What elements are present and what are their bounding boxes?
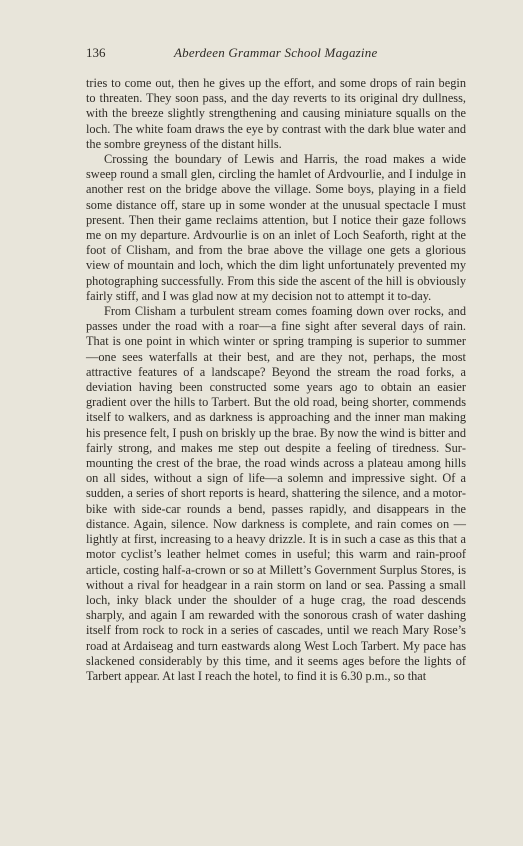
body-text	[86, 76, 466, 684]
page-header	[86, 44, 466, 62]
paragraph-3: From Clisham a turbulent stream comes foaming down over rocks, and passes under the road with a roar—a fine sight after several days of rain. That is one point in which winter or spring tramping is superior to summer—one sees waterfalls at their best, and are they not, perhaps, the most attractive features of a landscape? Beyond the stream the road forks, a deviation having been constructed some years ago to obtain an easier gradient over the hills to Tarbert. But the old road, being shorter, commends itself to walkers, and as darkness is approaching and the inner man making his presence felt, I push on briskly up the brae. By now the wind is bitter and fairly strong, and makes me step out despite a feeling of tiredness. Surmounting the crest of the brae, the road winds across a plateau among hills on all sides, without a sign of life—a solemn and impressive sight. Of a sudden, a series of short reports is heard, shattering the silence, and a motor-bike with side-car rounds a bend, passes rapidly, and disappears in the distance. Again, silence. Now darkness is complete, and rain comes on —lightly at first, increasing to a heavy drizzle. It is in such a case as this that a motor cyclist’s leather helmet comes in useful; this warm and rain-proof article, costing half-a-crown or so at Millett’s Government Surplus Stores, is without a rival for headgear in a rain storm on land or sea. Passing a small loch, inky black under the shoulder of a huge crag, the road descends sharply, and again I am rewarded with the sonorous crash of water dashing itself from rock to rock in a series of cascades, until we reach Mary Rose’s road at Ardaiseag and turn eastwards along West Loch Tarbert. My pace has slackened considerably by this time, and it seems ages before the lights of Tarbert appear. At last I reach the hotel, to find it is 6.30 p.m., so that	[86, 304, 466, 683]
paragraph-1: tries to come out, then he gives up the effort, and some drops of rain begin to threaten. They soon pass, and the day reverts to its original dry dullness, with the breeze slightly strengthening and causing miniature squalls on the loch. The white foam draws the eye by contrast with the dark blue water and the sombre greyness of the distant hills.	[86, 76, 466, 151]
paragraph-2: Crossing the boundary of Lewis and Harris, the road makes a wide sweep round a small glen, circling the hamlet of Ardvourlie, and I indulge in another rest on the bridge above the village. Some boys, playing in a field some distance off, stare up in some wonder at the unusual spectacle I must present. Then their game reclaims attention, but I notice their gaze follows me on my departure. Ardvourlie is on an inlet of Loch Seaforth, right at the foot of Clisham, and from the brae above the village one gets a glorious view of mountain and loch, which the dim light unfortunately prevented my photographing successfully. From this side the ascent of the hill is obviously fairly stiff, and I was glad now at my decision not to attempt it to-day.	[86, 152, 466, 303]
page-number: 136	[86, 45, 106, 60]
running-title: Aberdeen Grammar School Magazine	[174, 45, 378, 60]
